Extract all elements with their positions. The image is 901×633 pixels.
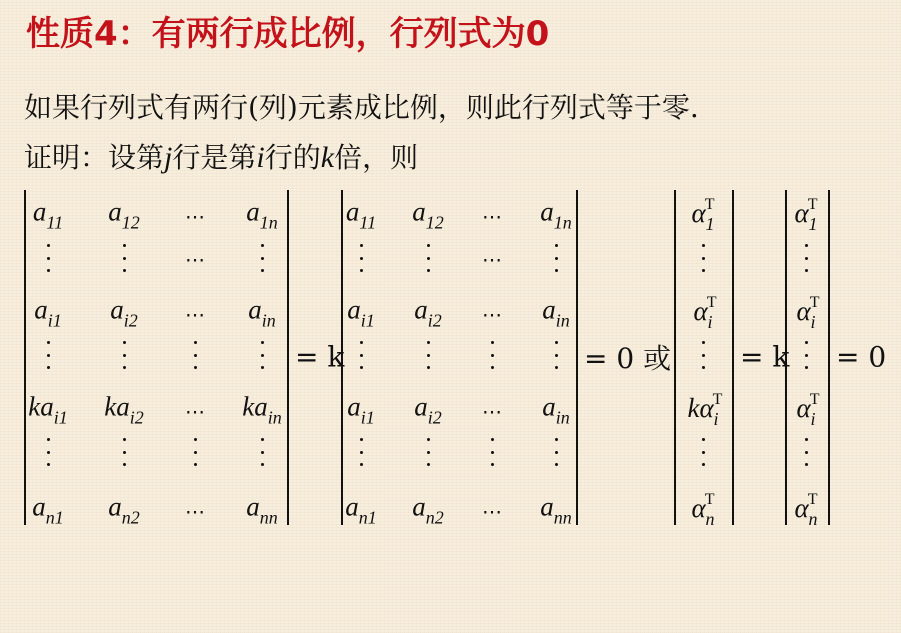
alpha1-det-bar-right bbox=[732, 190, 734, 525]
alpha-column-2-entry: $\alpha^T_i$ bbox=[796, 391, 820, 429]
left-matrix-entry: ⋯ bbox=[185, 399, 205, 424]
vertical-dots bbox=[426, 438, 430, 466]
vertical-dots bbox=[701, 438, 705, 466]
equals-zero-or: = 0 或 bbox=[584, 342, 672, 375]
slide-title: 性质4：有两行成比例，行列式为0 bbox=[26, 14, 550, 54]
equals-k-first: = k bbox=[295, 340, 345, 374]
left-matrix-entry: $a_{nn}$ bbox=[246, 491, 278, 528]
alpha-column-1-entry: $\alpha^T_1$ bbox=[691, 196, 715, 234]
left-matrix-entry: $ka_{i1}$ bbox=[28, 391, 68, 428]
mid-matrix-entry: $a_{in}$ bbox=[542, 391, 570, 428]
alpha-column-1-entry: $\alpha^T_i$ bbox=[693, 294, 717, 332]
mid-matrix-entry: $a_{i1}$ bbox=[347, 294, 375, 331]
left-matrix-entry: ⋯ bbox=[185, 499, 205, 524]
equals-k-second: = k bbox=[740, 340, 790, 374]
left-matrix-entry: $a_{i1}$ bbox=[34, 294, 62, 331]
proof-intro: 证明：设第j行是第i行的k倍，则 bbox=[24, 141, 419, 174]
mid-matrix-entry: ⋯ bbox=[482, 302, 502, 327]
vertical-dots bbox=[554, 341, 558, 369]
vertical-dots bbox=[359, 438, 363, 466]
mid-matrix-entry: ⋯ bbox=[482, 499, 502, 524]
mid-matrix-entry: ⋯ bbox=[482, 204, 502, 229]
vertical-dots bbox=[122, 438, 126, 466]
vertical-dots bbox=[359, 341, 363, 369]
mid-matrix-entry: $a_{n2}$ bbox=[412, 491, 444, 528]
mid-matrix-entry: $a_{12}$ bbox=[412, 196, 444, 233]
left-matrix-entry: ⋯ bbox=[185, 247, 205, 272]
mid-matrix-entry: $a_{11}$ bbox=[345, 196, 377, 233]
mid-matrix-entry: ⋯ bbox=[482, 247, 502, 272]
left-matrix-entry: $ka_{i2}$ bbox=[104, 391, 144, 428]
vertical-dots bbox=[554, 438, 558, 466]
mid-matrix-entry: $a_{nn}$ bbox=[540, 491, 572, 528]
left-matrix-entry: $a_{in}$ bbox=[248, 294, 276, 331]
left-matrix-entry: $a_{i2}$ bbox=[110, 294, 138, 331]
vertical-dots bbox=[804, 341, 808, 369]
vertical-dots bbox=[804, 438, 808, 466]
left-matrix-entry: $ka_{in}$ bbox=[242, 391, 282, 428]
vertical-dots bbox=[193, 438, 197, 466]
vertical-dots bbox=[490, 438, 494, 466]
left-matrix-entry: $a_{n1}$ bbox=[32, 491, 64, 528]
alpha-column-2-entry: $\alpha^T_n$ bbox=[794, 491, 818, 529]
vertical-dots bbox=[193, 341, 197, 369]
left-matrix-entry: $a_{11}$ bbox=[32, 196, 64, 233]
vertical-dots bbox=[426, 341, 430, 369]
mid-matrix-entry: $a_{n1}$ bbox=[345, 491, 377, 528]
vertical-dots bbox=[260, 244, 264, 272]
alpha-column-2-entry: $\alpha^T_i$ bbox=[796, 294, 820, 332]
vertical-dots bbox=[46, 341, 50, 369]
vertical-dots bbox=[554, 244, 558, 272]
left-det-bar-left bbox=[24, 190, 26, 525]
vertical-dots bbox=[701, 341, 705, 369]
mid-det-bar-right bbox=[576, 190, 578, 525]
left-matrix-entry: ⋯ bbox=[185, 204, 205, 229]
alpha-column-2-entry: $\alpha^T_1$ bbox=[794, 196, 818, 234]
left-matrix-entry: $a_{1n}$ bbox=[246, 196, 278, 233]
vertical-dots bbox=[122, 244, 126, 272]
alpha1-det-bar-left bbox=[674, 190, 676, 525]
alpha2-det-bar-right bbox=[828, 190, 830, 525]
mid-matrix-entry: $a_{i2}$ bbox=[414, 391, 442, 428]
left-matrix-entry: $a_{n2}$ bbox=[108, 491, 140, 528]
vertical-dots bbox=[426, 244, 430, 272]
mid-matrix-entry: ⋯ bbox=[482, 399, 502, 424]
vertical-dots bbox=[701, 244, 705, 272]
alpha-column-1-entry: $k\alpha^T_i$ bbox=[687, 391, 723, 429]
alpha-column-1-entry: $\alpha^T_n$ bbox=[691, 491, 715, 529]
vertical-dots bbox=[804, 244, 808, 272]
vertical-dots bbox=[490, 341, 494, 369]
mid-matrix-entry: $a_{i1}$ bbox=[347, 391, 375, 428]
vertical-dots bbox=[260, 341, 264, 369]
mid-matrix-entry: $a_{1n}$ bbox=[540, 196, 572, 233]
mid-matrix-entry: $a_{i2}$ bbox=[414, 294, 442, 331]
vertical-dots bbox=[359, 244, 363, 272]
property-statement: 如果行列式有两行(列)元素成比例，则此行列式等于零. bbox=[24, 91, 699, 124]
left-matrix-entry: ⋯ bbox=[185, 302, 205, 327]
vertical-dots bbox=[122, 341, 126, 369]
vertical-dots bbox=[46, 244, 50, 272]
vertical-dots bbox=[260, 438, 264, 466]
vertical-dots bbox=[46, 438, 50, 466]
left-matrix-entry: $a_{12}$ bbox=[108, 196, 140, 233]
left-det-bar-right bbox=[287, 190, 289, 525]
equals-zero-final: = 0 bbox=[836, 340, 887, 374]
mid-matrix-entry: $a_{in}$ bbox=[542, 294, 570, 331]
